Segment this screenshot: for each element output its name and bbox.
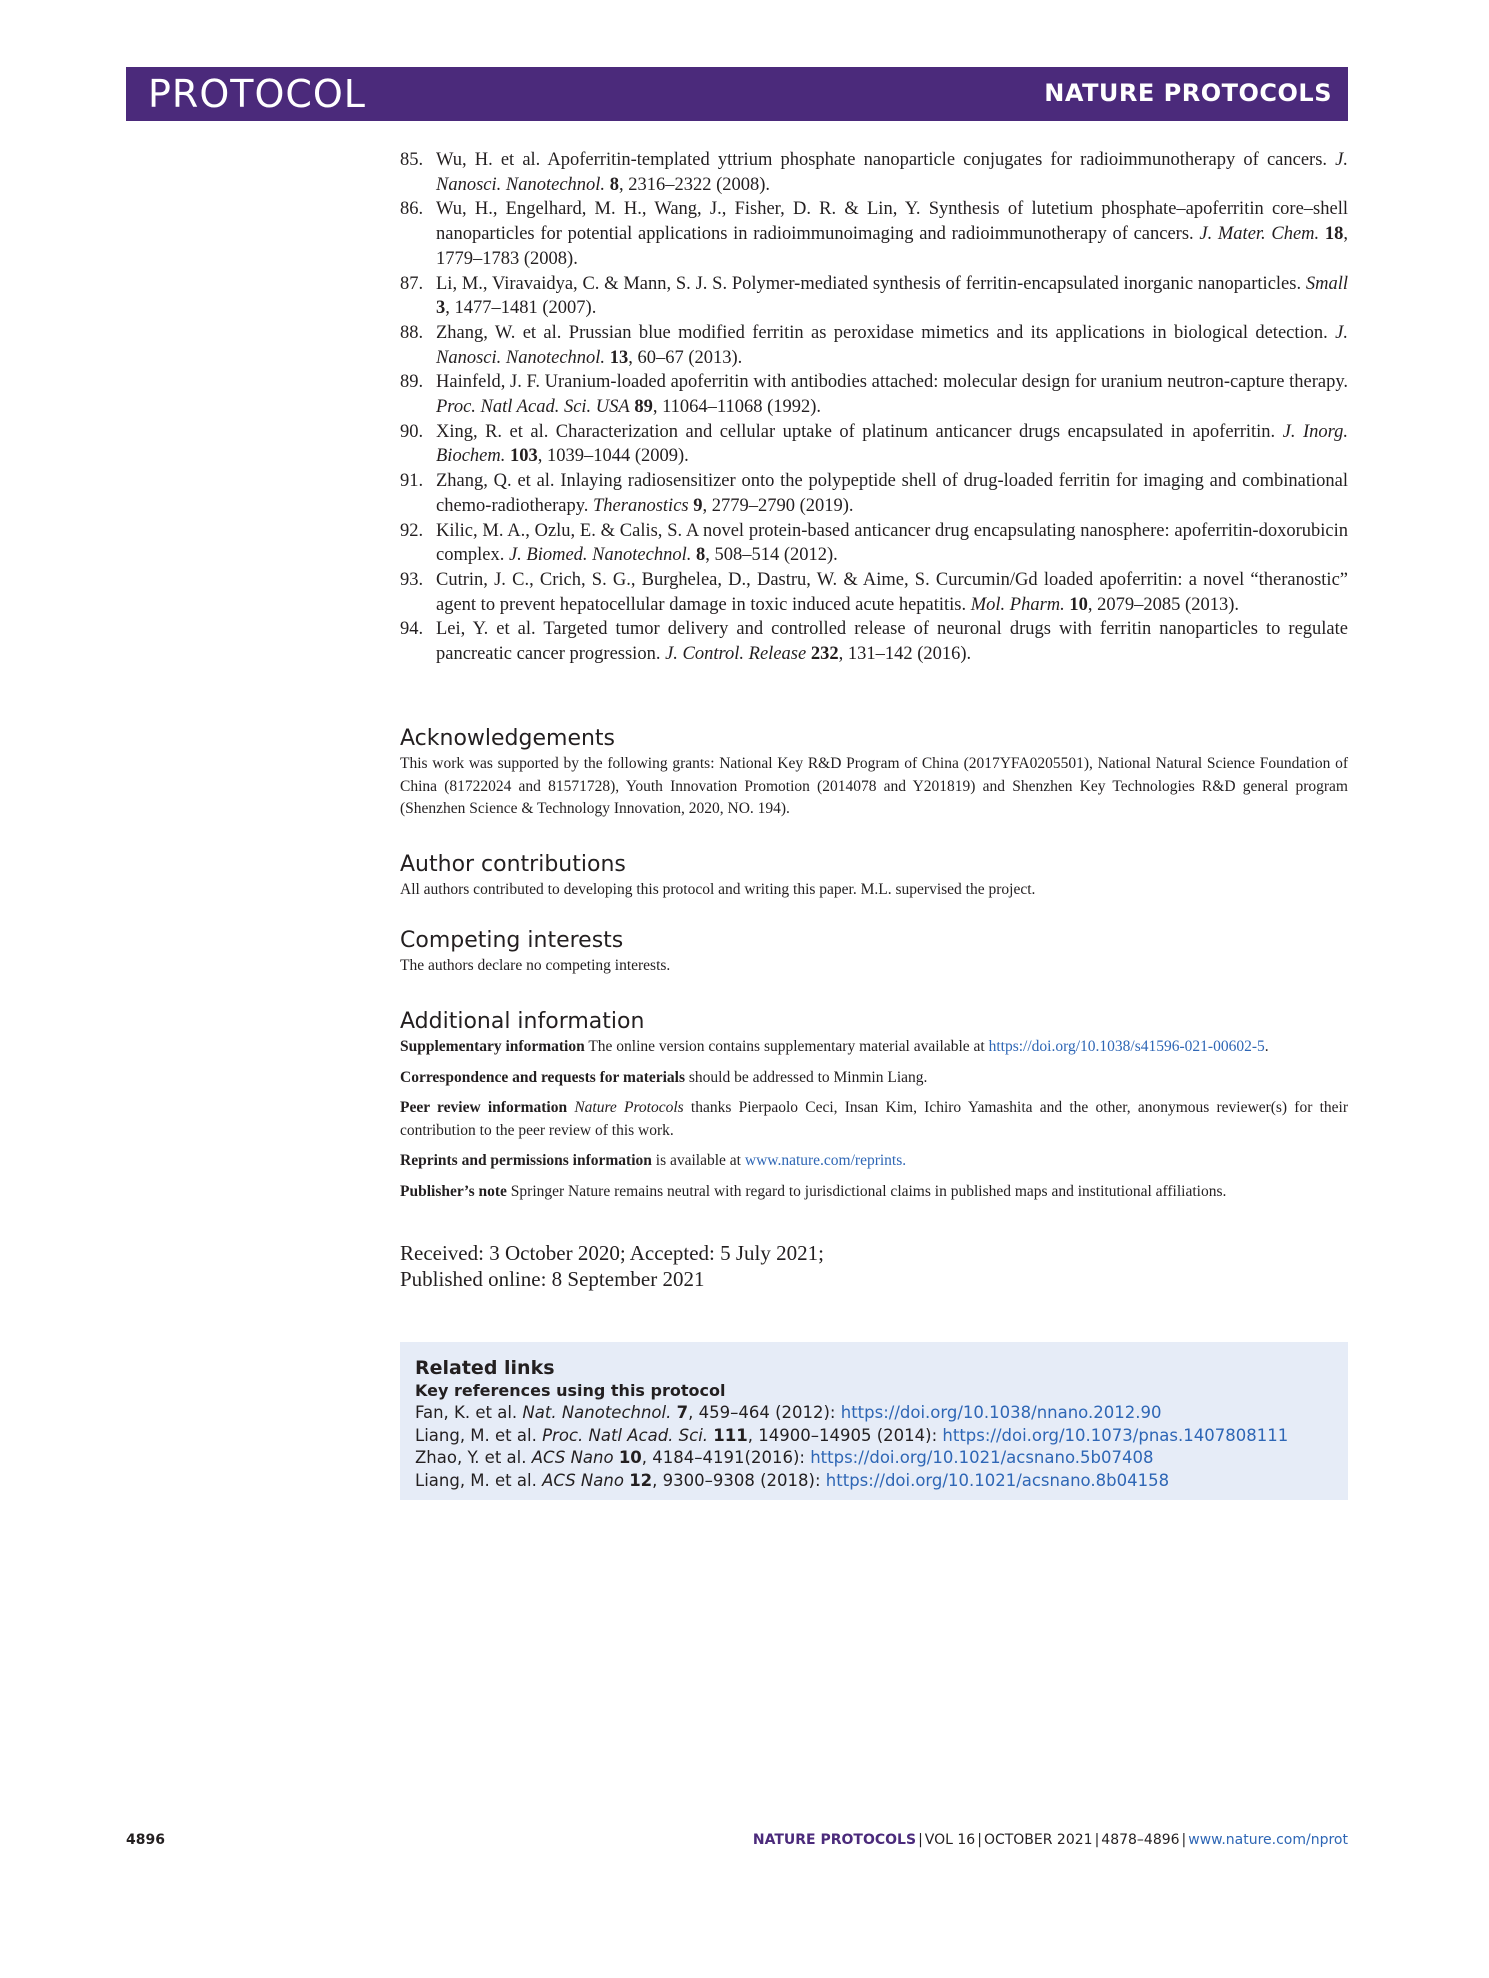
related-link-url[interactable]: https://doi.org/10.1073/pnas.1407808111 [942,1425,1289,1445]
section-label: PROTOCOL [148,72,366,116]
reference-volume: 10 [1069,594,1088,615]
publisher-note [400,1181,1348,1204]
reprints-label: Reprints and permissions information [400,1152,652,1169]
reference-item [400,197,1348,271]
reference-item [400,568,1348,617]
peer-review-information [400,1097,1348,1142]
reference-text: Lei, Y. et al. Targeted tumor delivery and controlled release of neuronal drugs with ferritin nanoparticles to regulate pancreatic cancer progression. [436,619,1348,665]
related-links-list [415,1402,1338,1492]
page-number: 4896 [126,1832,165,1848]
reference-item [400,321,1348,370]
reference-text: , 508–514 (2012). [705,545,838,566]
reference-text: , 2079–2085 (2013). [1087,594,1239,615]
reference-text: Wu, H. et al. Apoferritin-templated yttrium phosphate nanoparticle conjugates for radioimmunotherapy of cancers. [436,150,1336,170]
reference-journal: Small [1305,273,1348,294]
reference-number: 91. [400,471,424,492]
related-link-journal: ACS Nano [531,1448,614,1467]
related-link-pages: , 14900–14905 (2014): [747,1425,943,1445]
author-contributions-section [400,851,1348,902]
peer-review-label: Peer review information [400,1099,568,1116]
reference-text: , 1779–1783 (2008). [436,224,1348,269]
reference-text: , 131–142 (2016). [838,644,972,665]
reference-item [400,420,1348,469]
reference-volume: 89 [634,397,653,418]
reference-text: , 2316–2322 (2008). [618,174,771,195]
reprints-text: is available at [651,1152,745,1169]
acknowledgements-section [400,725,1348,821]
reference-item [400,519,1348,568]
reference-number: 86. [400,199,424,220]
publisher-note-text: Springer Nature remains neutral with regard to jurisdictional claims in published maps and institutional affiliations. [506,1182,1227,1200]
acknowledgements-text: This work was supported by the following grants: National Key R&D Program of China (2017YFA0205501), National Natural Science Foundation of China (81722024 and 81571728), Youth Innovation Promotion (2014078 and Y201819) and Shenzhen Key Technologies R&D general program (Shenzhen Science & Technology Innovation, 2020, NO. 194). [400,755,1348,817]
related-link-item [415,1402,1338,1425]
related-link-author: Zhao, Y. et al. [415,1448,532,1467]
reference-journal: J. Biomed. Nanotechnol. [508,545,692,566]
related-link-url[interactable]: https://doi.org/10.1038/nnano.2012.90 [840,1403,1162,1422]
reference-text: Xing, R. et al. Characterization and cellular uptake of platinum anticancer drugs encapsulated in apoferritin. [436,421,1283,442]
supplementary-text: The online version contains supplementary material available at [584,1038,989,1055]
related-link-volume: 111 [713,1425,748,1445]
related-link-item [415,1425,1338,1448]
footer-separator: | [918,1832,923,1848]
related-link-volume: 12 [629,1470,653,1490]
reference-item [400,148,1348,197]
reference-text: Cutrin, J. C., Crich, S. G., Burghelea, D., Dastru, W. & Aime, S. Curcumin/Gd loaded apoferritin: a novel “theranostic” agent to prevent hepatocellular damage in toxic induced acute hepatitis. [436,569,1348,615]
publication-dates [400,1240,824,1292]
footer-volume: VOL 16 [924,1832,976,1848]
reference-number: 85. [400,150,424,170]
published-online-line: Published online: 8 September 2021 [400,1267,705,1291]
additional-information-section [400,1008,1348,1211]
additional-information-heading: Additional information [400,1009,645,1034]
related-links-subtitle: Key references using this protocol [415,1381,726,1400]
competing-interests-heading: Competing interests [400,928,624,953]
reference-number: 93. [400,569,424,590]
related-link-journal: Proc. Natl Acad. Sci. [542,1425,709,1445]
related-link-item [415,1470,1338,1493]
footer-journal: NATURE PROTOCOLS [752,1832,917,1848]
reference-journal: J. Nanosci. Nanotechnol. [436,322,1348,368]
reference-journal: J. Inorg. Biochem. [436,421,1348,467]
reference-volume: 8 [609,174,619,195]
footer-separator: | [1181,1832,1187,1848]
supplementary-information [400,1036,1348,1059]
footer-citation [753,1832,1348,1848]
author-contributions-text: All authors contributed to developing this protocol and writing this paper. M.L. supervised the project. [400,881,1036,898]
footer-url[interactable]: www.nature.com/nprot [1188,1832,1348,1848]
correspondence [400,1067,1348,1090]
header-banner [126,67,1348,121]
competing-interests-text: The authors declare no competing interests. [400,957,671,974]
related-links-title: Related links [415,1357,555,1379]
competing-interests-section [400,927,1348,978]
related-link-author: Liang, M. et al. [415,1425,543,1445]
related-link-author: Liang, M. et al. [415,1470,543,1490]
related-link-volume: 7 [676,1403,689,1422]
reference-text: Wu, H., Engelhard, M. H., Wang, J., Fisher, D. R. & Lin, Y. Synthesis of lutetium phosphate–apoferritin core–shell nanoparticles for potential applications in radioimmunoimaging and radioimmunotherapy of cancers. [436,199,1348,245]
journal-label: NATURE PROTOCOLS [1044,79,1332,107]
reference-journal: J. Mater. Chem. [1199,224,1320,245]
related-link-pages: , 459–464 (2012): [688,1403,841,1422]
related-link-journal: ACS Nano [542,1470,624,1490]
supplementary-label: Supplementary information [400,1038,585,1055]
correspondence-label: Correspondence and requests for materials [400,1068,686,1086]
reference-text: , 1039–1044 (2009). [537,446,689,467]
related-link-url[interactable]: https://doi.org/10.1021/acsnano.5b07408 [810,1448,1154,1467]
acknowledgements-heading: Acknowledgements [400,726,616,751]
reference-number: 87. [400,273,424,294]
reference-volume: 232 [810,644,839,665]
supplementary-tail: . [1264,1038,1269,1055]
footer-pages: 4878–4896 [1101,1832,1180,1848]
reference-text: , 60–67 (2013). [628,347,743,368]
reference-text: Kilic, M. A., Ozlu, E. & Calis, S. A novel protein-based anticancer drug encapsulating nanosphere: apoferritin-doxorubicin complex. [436,520,1348,566]
reference-number: 92. [400,520,424,541]
reference-journal: J. Control. Release [665,644,807,665]
related-link-pages: , 4184–4191(2016): [641,1448,811,1467]
reference-number: 88. [400,322,424,343]
related-link-pages: , 9300–9308 (2018): [652,1470,826,1490]
reprints-information [400,1150,1348,1173]
related-link-url[interactable]: https://doi.org/10.1021/acsnano.8b04158 [825,1470,1170,1490]
peer-review-journal: Nature Protocols [574,1099,684,1116]
reference-list [400,148,1348,667]
related-link-journal: Nat. Nanotechnol. [522,1403,672,1422]
reference-text: Zhang, W. et al. Prussian blue modified ferritin as peroxidase mimetics and its applications in biological detection. [436,322,1336,343]
related-link-author: Fan, K. et al. [415,1403,523,1422]
reference-item [400,617,1348,666]
peer-review-text: thanks Pierpaolo Ceci, Insan Kim, Ichiro Yamashita and the other, anonymous reviewer(s) for their contribution to the peer review of this work. [400,1099,1348,1139]
reference-journal: Proc. Natl Acad. Sci. USA [436,397,630,418]
reference-volume: 103 [509,446,538,467]
reference-text: , 11064–11068 (1992). [652,397,822,418]
reference-text: , 1477–1481 (2007). [445,298,597,319]
reference-volume: 9 [693,495,703,516]
reference-text: , 2779–2790 (2019). [702,495,854,516]
reference-journal: Theranostics [593,495,689,516]
reference-journal: Mol. Pharm. [970,594,1065,615]
reprints-link[interactable]: www.nature.com/reprints. [744,1152,907,1169]
reference-item [400,469,1348,518]
supplementary-link[interactable]: https://doi.org/10.1038/s41596-021-00602-5 [988,1038,1265,1055]
related-link-volume: 10 [618,1448,642,1467]
reference-text: Zhang, Q. et al. Inlaying radiosensitizer onto the polypeptide shell of drug-loaded ferritin for imaging and combinational chemo-radiotherapy. [436,471,1348,516]
reference-volume: 8 [695,545,706,566]
related-link-item [415,1447,1338,1470]
reference-volume: 3 [436,298,446,319]
reference-item [400,272,1348,321]
author-contributions-heading: Author contributions [400,852,626,877]
footer-date: OCTOBER 2021 [983,1832,1093,1848]
reference-text: Hainfeld, J. F. Uranium-loaded apoferritin with antibodies attached: molecular design for uranium neutron-capture therapy. [436,372,1348,393]
reference-number: 94. [400,619,424,640]
reference-volume: 13 [609,347,629,368]
reference-journal: J. Nanosci. Nanotechnol. [436,150,1348,195]
reference-volume: 18 [1324,224,1344,245]
publisher-note-label: Publisher’s note [400,1182,507,1200]
reference-text: Li, M., Viravaidya, C. & Mann, S. J. S. Polymer-mediated synthesis of ferritin-encapsulated inorganic nanoparticles. [436,273,1306,294]
reference-number: 90. [400,421,424,442]
footer-separator: | [1094,1832,1100,1848]
reference-item [400,370,1348,419]
related-links-box [400,1342,1348,1500]
received-accepted-line: Received: 3 October 2020; Accepted: 5 July 2021; [400,1241,824,1265]
reference-number: 89. [400,372,424,393]
correspondence-text: should be addressed to Minmin Liang. [685,1068,928,1086]
footer-separator: | [977,1832,982,1848]
